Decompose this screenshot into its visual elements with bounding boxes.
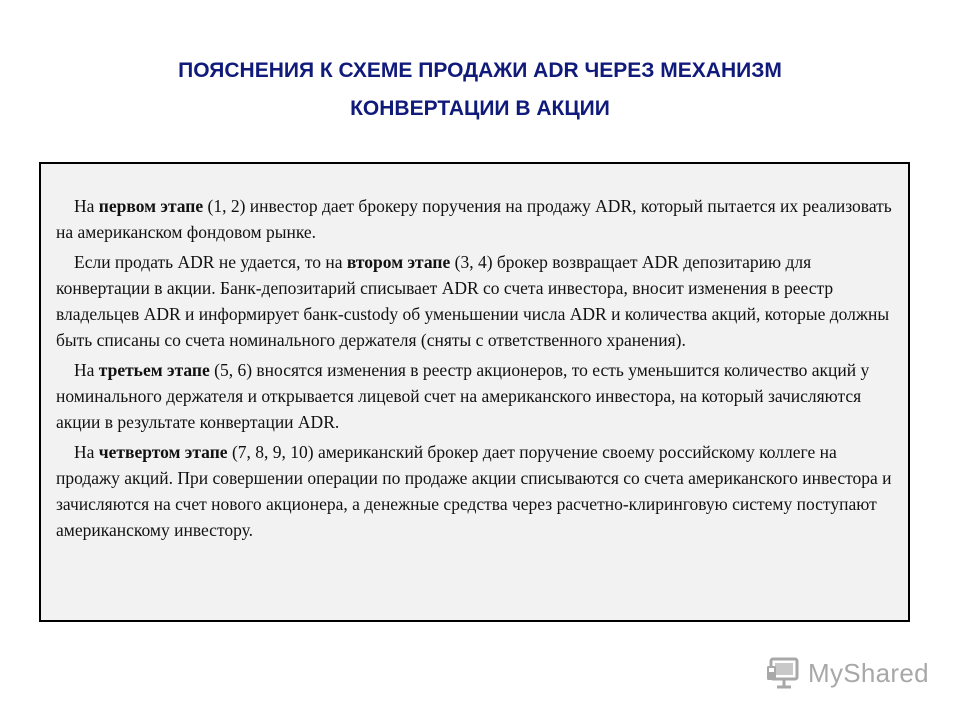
watermark-logo <box>766 656 929 690</box>
paragraph-text: (1, 2) инвестор дает брокеру поручения на продажу ADR, который пытается их реализовать на американском фондовом рынке. <box>56 196 892 242</box>
slide-title-line-2: КОНВЕРТАЦИИ В АКЦИИ <box>350 97 610 120</box>
paragraph-text: (5, 6) вносятся изменения в реестр акционеров, то есть уменьшится количество акций у номинального держателя и открывается лицевой счет на американского инвестора, на который зачисляются акции в результате конвертации ADR. <box>56 360 870 432</box>
stage-label: первом этапе <box>98 196 204 216</box>
slide-title-line-1: ПОЯСНЕНИЯ К СХЕМЕ ПРОДАЖИ ADR ЧЕРЕЗ МЕХАНИЗМ <box>178 59 782 82</box>
slide-title <box>40 52 920 128</box>
watermark-text: MyShared <box>808 657 929 688</box>
presentation-board-icon <box>766 657 800 689</box>
stage-label: третьем этапе <box>98 360 210 380</box>
paragraph-text: (7, 8, 9, 10) американский брокер дает поручение своему российскому коллеге на продажу акций. При совершении операции по продаже акции списываются со счета американского инвестора и зачисляются на счет нового акционера, а денежные средства через расчетно-клиринговую систему поступают американскому инвестору. <box>56 442 892 540</box>
paragraph-stage-1 <box>56 193 892 245</box>
paragraph-text: Если продать ADR не удается, то на <box>74 252 347 272</box>
paragraph-text: На <box>74 442 99 462</box>
paragraph-stage-3 <box>56 357 892 435</box>
paragraph-stage-2 <box>56 249 892 353</box>
stage-label: втором этапе <box>346 252 451 272</box>
stage-label: четвертом этапе <box>98 442 228 462</box>
paragraph-text: На <box>74 196 99 216</box>
explanation-text <box>56 193 892 547</box>
paragraph-stage-4 <box>56 439 892 543</box>
paragraph-text: (3, 4) брокер возвращает ADR депозитарию для конвертации в акции. Банк-депозитарий списывает ADR со счета инвестора, вносит изменения в реестр владельцев ADR и информирует банк-custody об уменьшении числа ADR и количества акций, которые должны быть списаны со счета номинального держателя (сняты с ответственного хранения). <box>56 252 890 350</box>
paragraph-text: На <box>74 360 99 380</box>
